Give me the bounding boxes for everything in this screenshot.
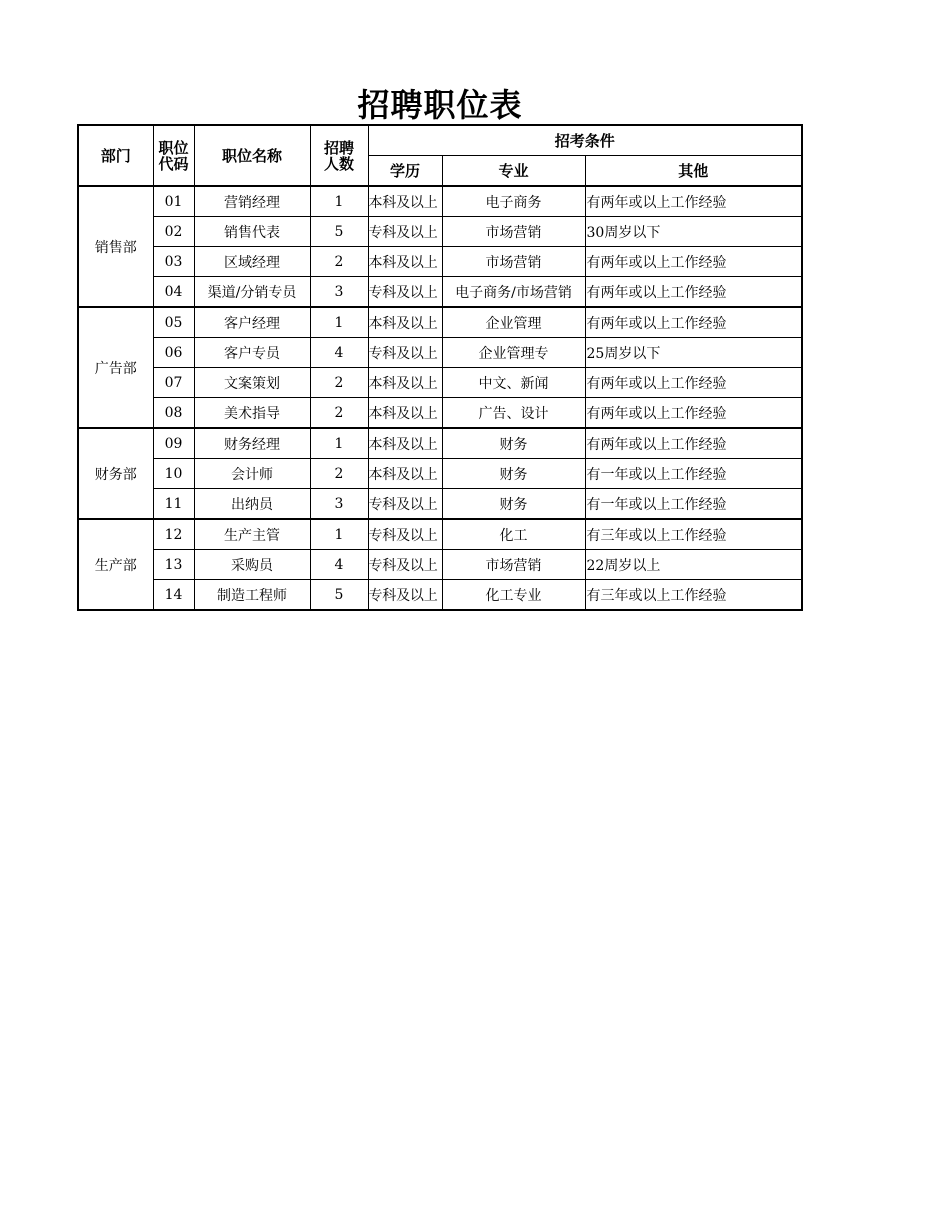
major-cell: 中文、新闻 [442, 368, 585, 398]
table-row [78, 459, 802, 489]
header-num-line1: 招聘 [323, 138, 354, 157]
name-cell: 营销经理 [194, 186, 310, 217]
header-code-line2: 代码 [158, 154, 189, 173]
edu-cell: 专科及以上 [368, 550, 442, 580]
table-row [78, 277, 802, 308]
table-row [78, 338, 802, 368]
major-cell: 市场营销 [442, 550, 585, 580]
edu-cell: 本科及以上 [368, 459, 442, 489]
edu-cell: 专科及以上 [368, 277, 442, 308]
name-cell: 财务经理 [194, 428, 310, 459]
other-cell: 有两年或以上工作经验 [585, 186, 802, 217]
name-cell: 出纳员 [194, 489, 310, 520]
other-cell: 有两年或以上工作经验 [585, 428, 802, 459]
edu-cell: 专科及以上 [368, 519, 442, 550]
table-row [78, 186, 802, 217]
num-cell: 2 [310, 247, 368, 277]
other-cell: 有两年或以上工作经验 [585, 398, 802, 429]
name-cell: 文案策划 [194, 368, 310, 398]
edu-cell: 专科及以上 [368, 338, 442, 368]
name-cell: 生产主管 [194, 519, 310, 550]
header-num [310, 125, 368, 186]
num-cell: 2 [310, 398, 368, 429]
other-cell: 有一年或以上工作经验 [585, 459, 802, 489]
edu-cell: 本科及以上 [368, 398, 442, 429]
code-cell: 01 [153, 186, 194, 217]
name-cell: 销售代表 [194, 217, 310, 247]
table-row [78, 428, 802, 459]
code-cell: 08 [153, 398, 194, 429]
major-cell: 广告、设计 [442, 398, 585, 429]
code-cell: 11 [153, 489, 194, 520]
other-cell: 30周岁以下 [585, 217, 802, 247]
edu-cell: 专科及以上 [368, 217, 442, 247]
dept-cell: 财务部 [78, 428, 153, 519]
num-cell: 4 [310, 550, 368, 580]
table-row [78, 550, 802, 580]
table-row [78, 247, 802, 277]
code-cell: 06 [153, 338, 194, 368]
header-other: 其他 [585, 156, 802, 187]
code-cell: 09 [153, 428, 194, 459]
major-cell: 电子商务 [442, 186, 585, 217]
table-row [78, 217, 802, 247]
other-cell: 有三年或以上工作经验 [585, 580, 802, 611]
dept-cell: 生产部 [78, 519, 153, 610]
table-row [78, 489, 802, 520]
name-cell: 渠道/分销专员 [194, 277, 310, 308]
num-cell: 1 [310, 428, 368, 459]
major-cell: 市场营销 [442, 217, 585, 247]
other-cell: 有三年或以上工作经验 [585, 519, 802, 550]
major-cell: 化工专业 [442, 580, 585, 611]
header-code [153, 125, 194, 186]
code-cell: 13 [153, 550, 194, 580]
major-cell: 财务 [442, 489, 585, 520]
code-cell: 12 [153, 519, 194, 550]
name-cell: 区域经理 [194, 247, 310, 277]
edu-cell: 本科及以上 [368, 368, 442, 398]
other-cell: 25周岁以下 [585, 338, 802, 368]
num-cell: 2 [310, 368, 368, 398]
code-cell: 10 [153, 459, 194, 489]
major-cell: 企业管理专 [442, 338, 585, 368]
code-cell: 05 [153, 307, 194, 338]
table-header [78, 125, 802, 186]
header-major: 专业 [442, 156, 585, 187]
num-cell: 2 [310, 459, 368, 489]
edu-cell: 本科及以上 [368, 247, 442, 277]
edu-cell: 专科及以上 [368, 580, 442, 611]
major-cell: 化工 [442, 519, 585, 550]
edu-cell: 本科及以上 [368, 307, 442, 338]
other-cell: 有两年或以上工作经验 [585, 307, 802, 338]
header-conditions: 招考条件 [368, 125, 802, 156]
num-cell: 1 [310, 307, 368, 338]
code-cell: 02 [153, 217, 194, 247]
edu-cell: 本科及以上 [368, 186, 442, 217]
code-cell: 07 [153, 368, 194, 398]
table-body [78, 186, 802, 610]
name-cell: 美术指导 [194, 398, 310, 429]
other-cell: 有两年或以上工作经验 [585, 368, 802, 398]
name-cell: 制造工程师 [194, 580, 310, 611]
header-dept: 部门 [78, 125, 153, 186]
num-cell: 5 [310, 580, 368, 611]
edu-cell: 专科及以上 [368, 489, 442, 520]
name-cell: 采购员 [194, 550, 310, 580]
page-title: 招聘职位表 [357, 86, 523, 124]
major-cell: 企业管理 [442, 307, 585, 338]
other-cell: 有两年或以上工作经验 [585, 247, 802, 277]
major-cell: 财务 [442, 428, 585, 459]
code-cell: 04 [153, 277, 194, 308]
name-cell: 会计师 [194, 459, 310, 489]
edu-cell: 本科及以上 [368, 428, 442, 459]
num-cell: 1 [310, 519, 368, 550]
other-cell: 有两年或以上工作经验 [585, 277, 802, 308]
table-row [78, 519, 802, 550]
recruitment-table [77, 124, 803, 611]
header-education: 学历 [368, 156, 442, 187]
code-cell: 14 [153, 580, 194, 611]
major-cell: 电子商务/市场营销 [442, 277, 585, 308]
table-row [78, 368, 802, 398]
header-code-line1: 职位 [158, 138, 189, 157]
name-cell: 客户专员 [194, 338, 310, 368]
num-cell: 4 [310, 338, 368, 368]
table-row [78, 580, 802, 611]
name-cell: 客户经理 [194, 307, 310, 338]
code-cell: 03 [153, 247, 194, 277]
dept-cell: 广告部 [78, 307, 153, 428]
other-cell: 有一年或以上工作经验 [585, 489, 802, 520]
table-row [78, 398, 802, 429]
num-cell: 3 [310, 489, 368, 520]
num-cell: 1 [310, 186, 368, 217]
other-cell: 22周岁以上 [585, 550, 802, 580]
table-row [78, 307, 802, 338]
major-cell: 财务 [442, 459, 585, 489]
major-cell: 市场营销 [442, 247, 585, 277]
num-cell: 3 [310, 277, 368, 308]
header-name: 职位名称 [194, 125, 310, 186]
dept-cell: 销售部 [78, 186, 153, 307]
num-cell: 5 [310, 217, 368, 247]
header-num-line2: 人数 [323, 154, 354, 173]
